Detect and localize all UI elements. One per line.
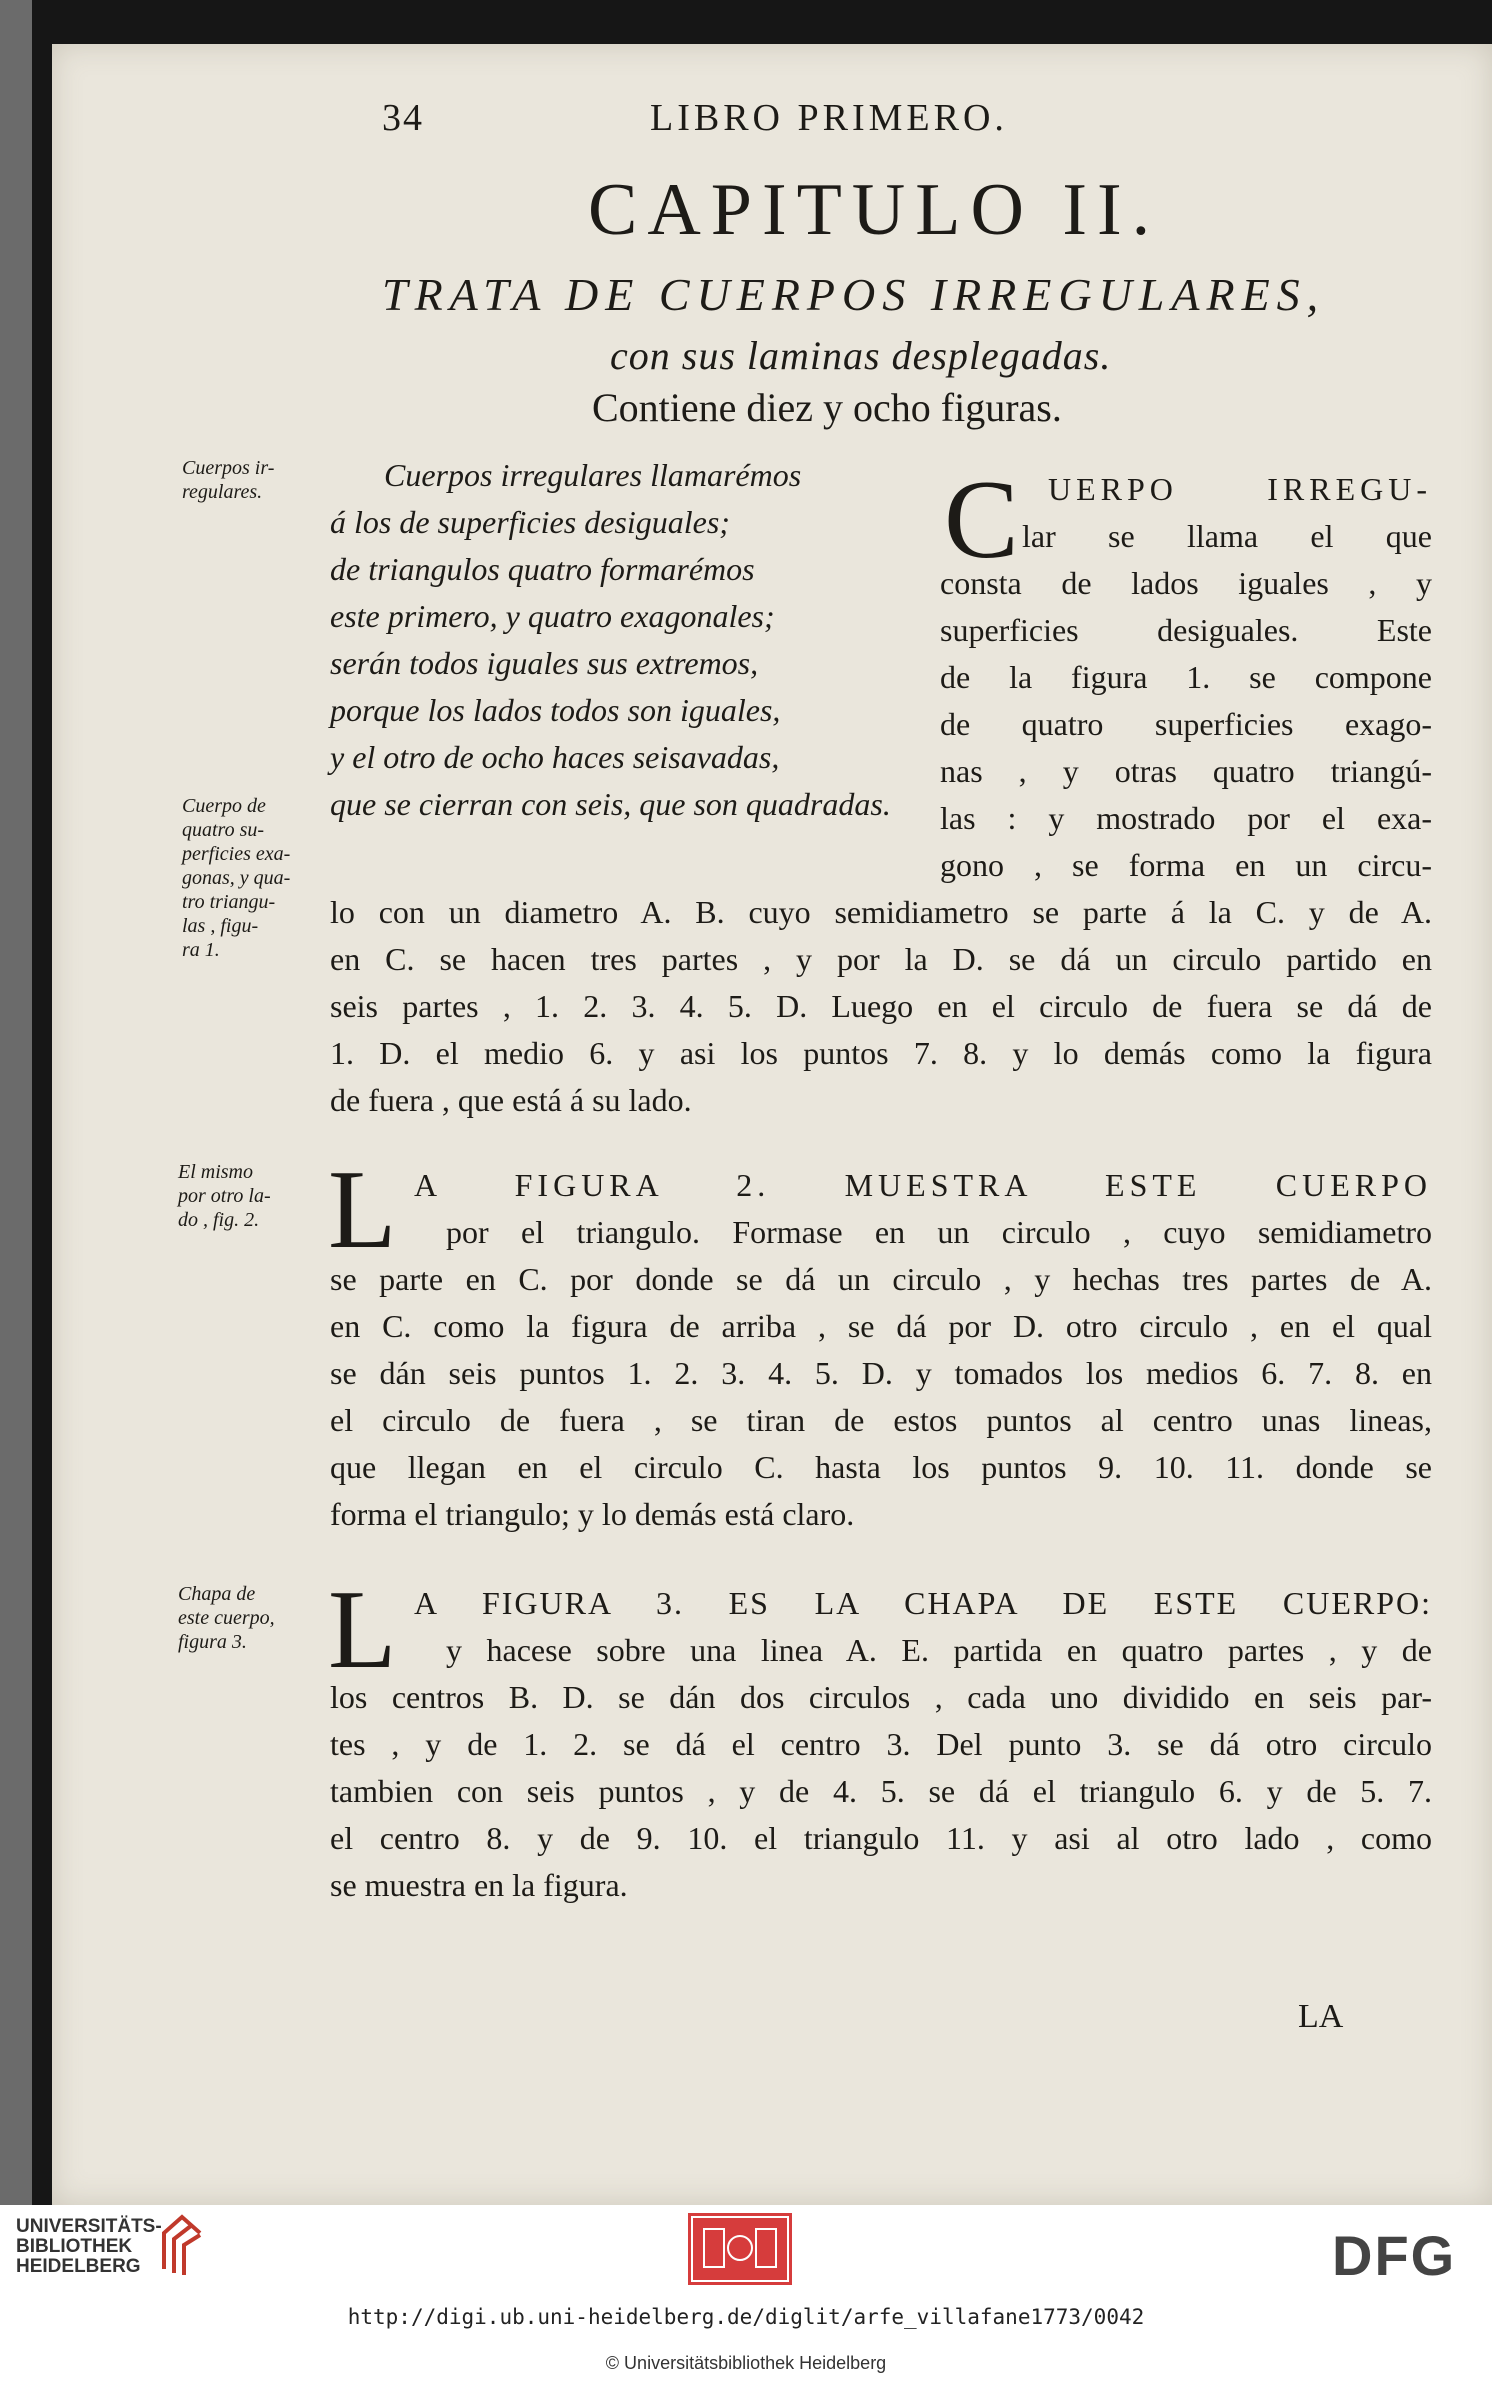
paragraph-1-first-line <box>1048 466 1432 513</box>
paragraph-2-first-line <box>414 1162 1432 1209</box>
text-line: que llegan en el circulo C. hasta los puntos 9. 10. 11. donde se <box>330 1449 1432 1485</box>
verse-line: de triangulos quatro formarémos <box>330 551 755 587</box>
text-line: forma el triangulo; y lo demás está claro. <box>330 1496 855 1532</box>
text-line: las : y mostrado por el exa- <box>940 800 1432 836</box>
permalink-url[interactable]: http://digi.ub.uni-heidelberg.de/diglit/arfe_villafane1773/0042 <box>347 2305 1145 2329</box>
verse-line: Cuerpos irregulares llamarémos <box>384 457 802 493</box>
text-line: el circulo de fuera , se tiran de estos puntos al centro unas lineas, <box>330 1402 1432 1438</box>
text-line: en C. se hacen tres partes , y por la D. se dá un circulo partido en <box>330 941 1432 977</box>
paragraph-1-side-column <box>940 513 1432 889</box>
margin-note-line: do , fig. 2. <box>178 1209 260 1231</box>
catchword: LA <box>1298 1998 1344 2035</box>
text-line: y hacese sobre una linea A. E. partida en quatro partes , y de <box>446 1632 1432 1668</box>
verse-line: serán todos iguales sus extremos, <box>330 645 759 681</box>
text-line: A FIGURA 2. MUESTRA ESTE CUERPO <box>414 1167 1432 1203</box>
margin-note-line: Chapa de <box>178 1583 256 1605</box>
text-line: lo con un diametro A. B. cuyo semidiametro se parte á la C. y de A. <box>330 894 1432 930</box>
viewer-footer <box>0 2205 1492 2388</box>
text-line: los centros B. D. se dán dos circulos , cada uno dividido en seis par- <box>330 1679 1432 1715</box>
text-line: en C. como la figura de arriba , se dá por D. otro circulo , en el qual <box>330 1308 1432 1344</box>
text-line: lar se llama el que <box>1022 518 1432 554</box>
margin-note-line: gonas, y qua- <box>182 867 291 889</box>
margin-note-line: quatro su- <box>182 819 265 841</box>
margin-note-figure-3 <box>178 1582 275 1654</box>
chapter-subtitle-line2: con sus laminas desplegadas. <box>610 333 1112 378</box>
margin-note-line: figura 3. <box>178 1631 247 1653</box>
margin-note-line: las , figu- <box>182 915 259 937</box>
book-edge <box>0 0 32 2205</box>
text-line: de quatro superficies exago- <box>940 706 1432 742</box>
text-line: de fuera , que está á su lado. <box>330 1082 692 1118</box>
book-page <box>52 44 1492 2205</box>
text-line: se dán seis puntos 1. 2. 3. 4. 5. D. y tomados los medios 6. 7. 8. en <box>330 1355 1432 1391</box>
text-line: 1. D. el medio 6. y asi los puntos 7. 8. y lo demás como la figura <box>330 1035 1432 1071</box>
library-name-line: HEIDELBERG <box>16 2256 141 2277</box>
episteme-logo[interactable] <box>688 2213 792 2285</box>
verse-line: á los de superficies desiguales; <box>330 504 730 540</box>
library-emblem-icon <box>160 2213 204 2277</box>
paragraph-3-first-line <box>414 1580 1432 1627</box>
margin-note-line: ra 1. <box>182 939 220 961</box>
library-logo-text[interactable] <box>16 2217 162 2277</box>
margin-note-line: por otro la- <box>178 1185 271 1207</box>
margin-note-irregular-bodies <box>182 456 274 504</box>
paragraph-3-body <box>330 1627 1432 1909</box>
text-line: nas , y otras quatro triangú- <box>940 753 1432 789</box>
page-number: 34 <box>382 97 424 139</box>
text-line: A FIGURA 3. ES LA CHAPA DE ESTE CUERPO: <box>414 1585 1432 1621</box>
verse-line: que se cierran con seis, que son quadradas. <box>330 786 891 822</box>
verse-line: porque los lados todos son iguales, <box>330 692 781 728</box>
library-name-line: BIBLIOTHEK <box>16 2236 133 2257</box>
margin-note-figure-1 <box>182 794 290 962</box>
library-name-line: UNIVERSITÄTS- <box>16 2216 162 2237</box>
text-line: se muestra en la figura. <box>330 1867 628 1903</box>
text-line: el centro 8. y de 9. 10. el triangulo 11. y asi al otro lado , como <box>330 1820 1432 1856</box>
margin-note-line: Cuerpos ir- <box>182 457 275 479</box>
margin-note-line: perficies exa- <box>182 843 291 865</box>
drop-cap-l: L <box>328 1148 397 1272</box>
verse-line: este primero, y quatro exagonales; <box>330 598 775 634</box>
margin-note-line: tro triangu- <box>182 891 276 913</box>
drop-cap-l: L <box>328 1568 397 1692</box>
chapter-subtitle-line1: TRATA DE CUERPOS IRREGULARES, <box>382 269 1326 320</box>
copyright-notice: © Universitätsbibliothek Heidelberg <box>605 2353 887 2373</box>
verse-line: y el otro de ocho haces seisavadas, <box>330 739 780 775</box>
chapter-title: CAPITULO II. <box>588 169 1161 251</box>
paragraph-2-body <box>330 1209 1432 1538</box>
episteme-logo-icon <box>688 2213 792 2285</box>
running-head: LIBRO PRIMERO. <box>650 97 1008 139</box>
text-line: tes , y de 1. 2. se dá el centro 3. Del punto 3. se dá otro circulo <box>330 1726 1432 1762</box>
contains-line: Contiene diez y ocho figuras. <box>592 385 1062 430</box>
margin-note-line: El mismo <box>178 1161 253 1183</box>
text-line: superficies desiguales. Este <box>940 612 1432 648</box>
margin-note-line: este cuerpo, <box>178 1607 275 1629</box>
margin-note-figure-2 <box>178 1160 271 1232</box>
text-line: se parte en C. por donde se dá un circulo , y hechas tres partes de A. <box>330 1261 1432 1297</box>
margin-note-line: regulares. <box>182 481 263 503</box>
text-line: UERPO IRREGU- <box>1048 471 1432 507</box>
margin-note-line: Cuerpo de <box>182 795 266 817</box>
text-line: consta de lados iguales , y <box>940 565 1432 601</box>
paragraph-1-full-width <box>330 889 1432 1124</box>
drop-cap-c: C <box>944 458 1019 582</box>
text-line: tambien con seis puntos , y de 4. 5. se dá el triangulo 6. y de 5. 7. <box>330 1773 1432 1809</box>
text-line: de la figura 1. se compone <box>940 659 1432 695</box>
text-line: seis partes , 1. 2. 3. 4. 5. D. Luego en el circulo de fuera se dá de <box>330 988 1432 1024</box>
text-line: gono , se forma en un circu- <box>940 847 1432 883</box>
text-line: por el triangulo. Formase en un circulo , cuyo semidiametro <box>446 1214 1432 1250</box>
dfg-logo[interactable]: DFG <box>1332 2224 1457 2287</box>
